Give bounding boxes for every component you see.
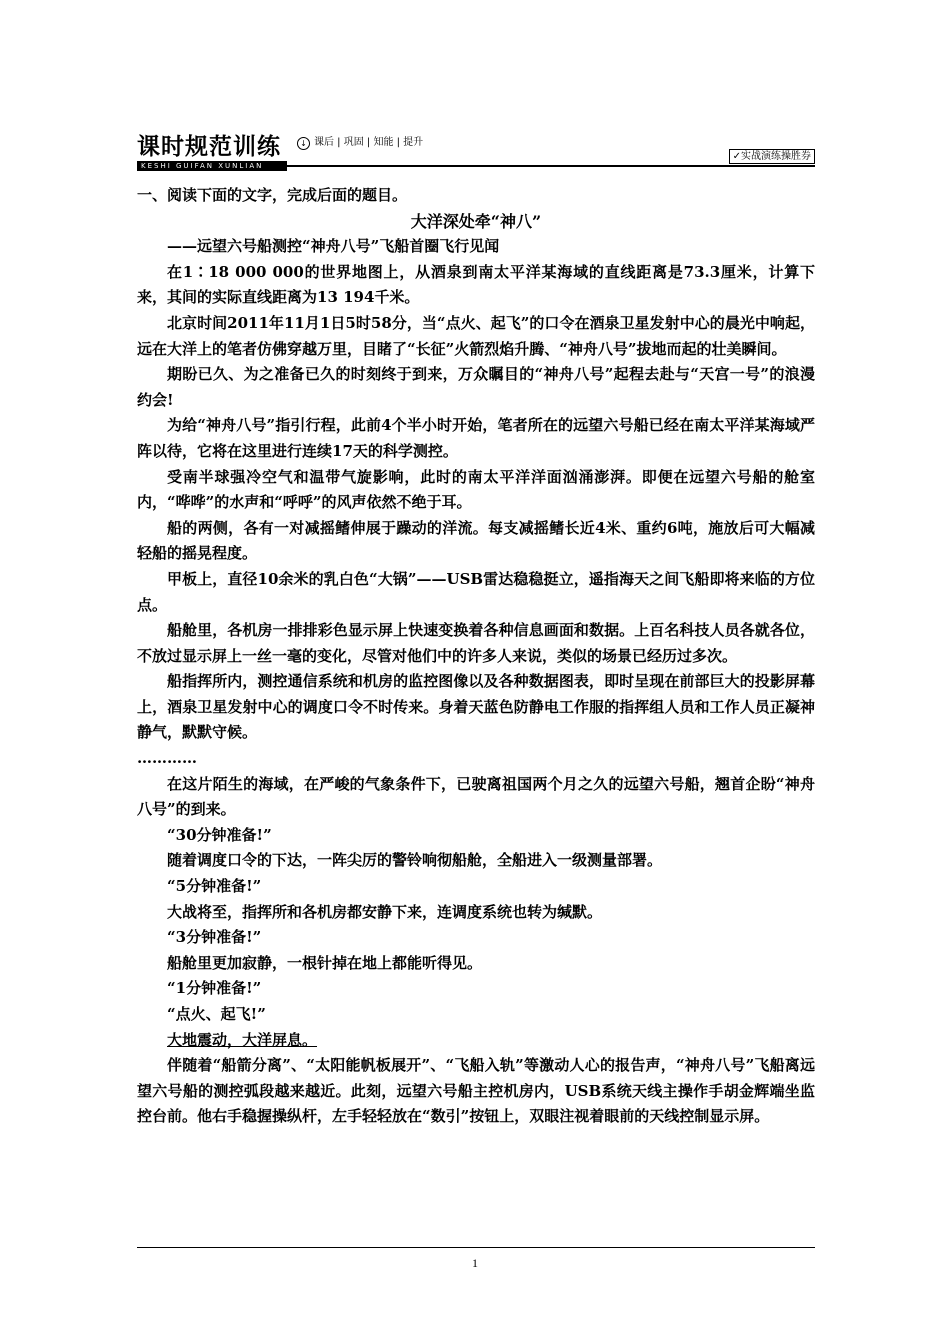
paragraph: 随着调度口令的下达，一阵尖厉的警铃响彻船舱，全船进入一级测量部署。 — [167, 851, 663, 870]
paragraph: 甲板上，直径10余米的乳白色“大锅”——USB雷达稳稳挺立，遥指海天之间飞船即将来临的方位点。 — [137, 569, 815, 614]
page-number: 1 — [472, 1256, 478, 1270]
download-icon: ↓ — [297, 137, 310, 150]
ellipsis-line: ………… — [137, 749, 197, 768]
paragraph: 在1∶18 000 000的世界地图上，从酒泉到南太平洋某海域的直线距离是73.3厘米，计算下来，其间的实际直线距离为13 194千米。 — [137, 262, 815, 307]
lesson-header — [137, 132, 815, 172]
paragraph: 船舱里，各机房一排排彩色显示屏上快速变换着各种信息画面和数据。上百名科技人员各就各位，不放过显示屏上一丝一毫的变化，尽管对他们中的许多人来说，类似的场景已经历过多次。 — [137, 621, 815, 665]
paragraph: “1分钟准备!” — [167, 979, 262, 998]
paragraph: 期盼已久、为之准备已久的时刻终于到来，万众瞩目的“神舟八号”起程去赴与“天宫一号”的浪漫约会! — [137, 365, 815, 409]
underlined-sentence: 大地震动，大洋屏息。 — [167, 1030, 318, 1049]
footer-rule — [137, 1247, 815, 1248]
article-title: 大洋深处牵“神八” — [410, 211, 542, 231]
paragraph: 船舱里更加寂静，一根针掉在地上都能听得见。 — [167, 953, 483, 972]
paragraph: “3分钟准备!” — [167, 928, 262, 947]
paragraph: 为给“神舟八号”指引行程，此前4个半小时开始，笔者所在的远望六号船已经在南太平洋某海域严阵以待，它将在这里进行连续17天的科学测控。 — [137, 416, 815, 460]
paragraph: 受南半球强冷空气和温带气旋影响，此时的南太平洋洋面汹涌澎湃。即便在远望六号船的舱室内，“哗哗”的水声和“呼呼”的风声依然不绝于耳。 — [137, 467, 815, 512]
header-pinyin: KESHI GUIFAN XUNLIAN — [137, 161, 287, 171]
header-badge — [729, 149, 815, 164]
header-title: 课时规范训练 — [137, 134, 281, 160]
paragraph: 船指挥所内，测控通信系统和机房的监控图像以及各种数据图表，即时呈现在前部巨大的投影屏幕上，酒泉卫星发射中心的调度口令不时传来。身着天蓝色防静电工作服的指挥组人员和工作人员正凝神静气，默默守候。 — [137, 672, 815, 742]
paragraph: 北京时间2011年11月1日5时58分，当“点火、起飞”的口令在酒泉卫星发射中心的晨光中响起，远在大洋上的笔者仿佛穿越万里，目睹了“长征”火箭烈焰升腾、“神舟八号”拔地而起的壮美瞬间。 — [137, 313, 815, 358]
underlined-paragraph — [137, 1028, 815, 1054]
header-subtitle: 课后 | 巩固 | 知能 | 提升 — [314, 137, 424, 148]
header-badge-label: 实战演练操胜券 — [741, 151, 811, 162]
paragraph: “点火、起飞!” — [167, 1005, 266, 1023]
paragraph: “30分钟准备!” — [167, 825, 272, 844]
paragraph: 在这片陌生的海域，在严峻的气象条件下，已驶离祖国两个月之久的远望六号船，翘首企盼“神舟八号”的到来。 — [137, 774, 815, 819]
question-label: 一、阅读下面的文字，完成后面的题目。 — [137, 186, 408, 204]
paragraph: 大战将至，指挥所和各机房都安静下来，连调度系统也转为缄默。 — [167, 902, 603, 921]
header-rule — [287, 165, 815, 167]
check-icon: ✓ — [732, 151, 741, 162]
paragraph: 船的两侧，各有一对减摇鳍伸展于躁动的洋流。每支减摇鳍长近4米、重约6吨，施放后可大幅减轻船的摇晃程度。 — [137, 518, 815, 563]
paragraph: “5分钟准备!” — [167, 877, 262, 896]
paragraph: 伴随着“船箭分离”、“太阳能帆板展开”、“飞船入轨”等激动人心的报告声，“神舟八号”飞船离远望六号船的测控弧段越来越近。此刻，远望六号船主控机房内，USB系统天线主操作手胡金辉端坐监控台前。他右手稳握操纵杆，左手轻轻放在“数引”按钮上，双眼注视着眼前的天线控制显示屏。 — [137, 1056, 815, 1126]
document-body — [137, 183, 815, 1130]
article-subtitle: ——远望六号船测控“神舟八号”飞船首圈飞行见闻 — [167, 237, 500, 256]
